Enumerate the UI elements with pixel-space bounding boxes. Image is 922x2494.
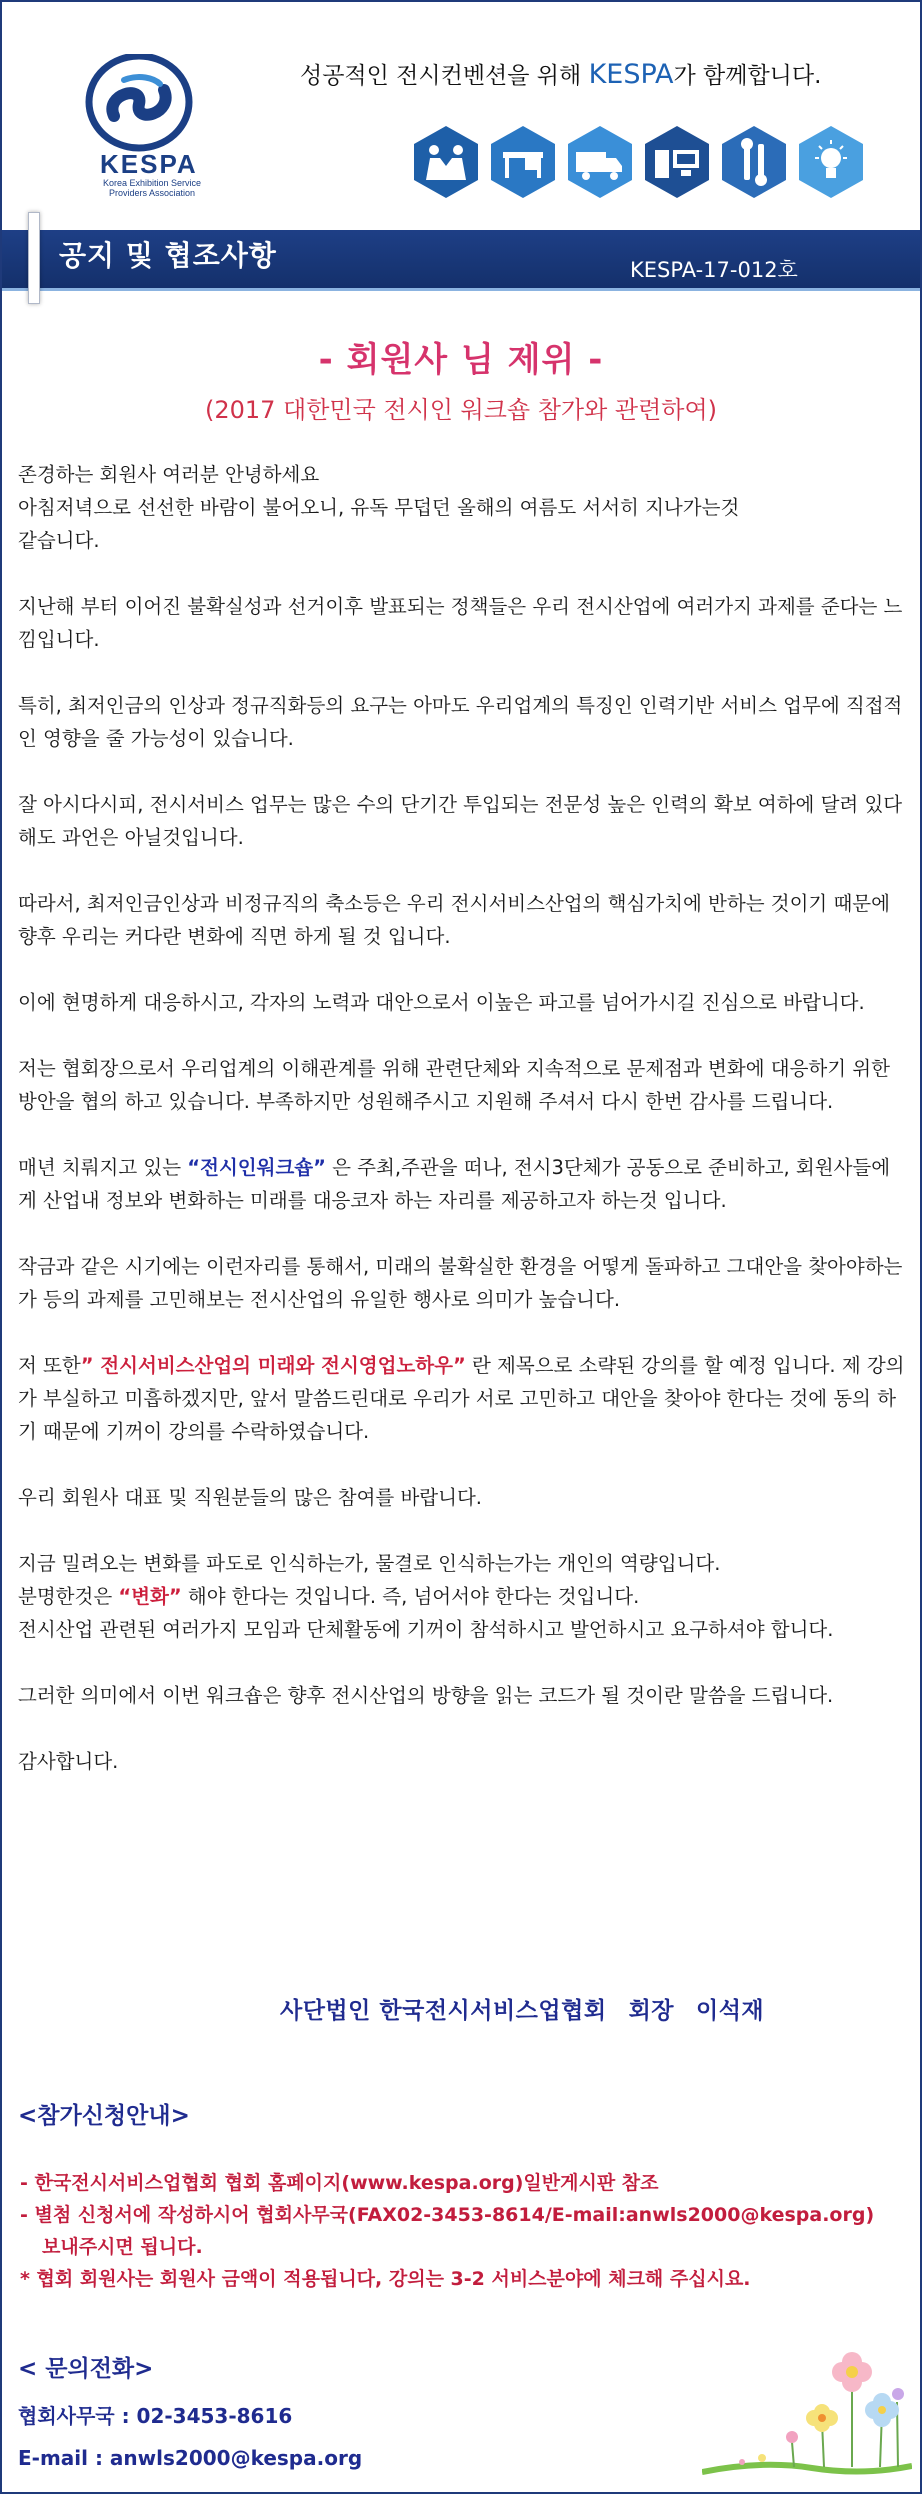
paragraph: 이에 현명하게 대응하시고, 각자의 노력과 대안으로서 이높은 파고를 넘어가시길 진심으로 바랍니다. (18, 991, 865, 1014)
paragraph-line (18, 1580, 908, 1613)
service-icons (412, 124, 872, 204)
text-segment: 저 또한 (18, 1354, 81, 1377)
paragraph: 그러한 의미에서 이번 워크숍은 향후 전시산업의 방향을 읽는 코드가 될 것이란 말씀을 드립니다. (18, 1684, 834, 1707)
paragraph: 작금과 같은 시기에는 이런자리를 통해서, 미래의 불확실한 환경을 어떻게 돌파하고 그대안을 찾아야하는가 등의 과제를 고민해보는 전시산업의 유일한 행사로 의미가 높습니다. (18, 1255, 903, 1311)
logo-subtitle: Korea Exhibition Service Providers Association (102, 178, 202, 198)
letter-title: - 회원사 님 제위 - (318, 340, 604, 380)
paragraph-lecture (18, 1349, 908, 1448)
kespa-logo (72, 54, 222, 198)
lightbulb-icon (797, 124, 865, 200)
signature (280, 1992, 764, 2025)
contact-info (18, 2395, 362, 2479)
application-item: * 협회 회원사는 회원사 금액이 적용됩니다, 강의는 3-2 서비스분야에 체크해 주십시요. (20, 2268, 751, 2290)
application-list (20, 2167, 900, 2295)
lecture-title-highlight: ” 전시서비스산업의 미래와 전시영업노하우” (80, 1354, 466, 1377)
tools-icon (720, 124, 788, 200)
tagline-pre: 성공적인 전시컨벤션을 위해 (300, 63, 589, 89)
flowers-decoration-icon (702, 2282, 912, 2482)
paragraph: 특히, 최저인금의 인상과 정규직화등의 요구는 아마도 우리업계의 특징인 인력기반 서비스 업무에 직접적인 영향을 줄 가능성이 있습니다. (18, 694, 903, 750)
greeting-line: 같습니다. (18, 529, 100, 552)
application-item: - 한국전시서비스업협회 협회 홈페이지(www.kespa.org)일반게시판 참조 (20, 2172, 659, 2194)
band-ribbon-post (28, 212, 40, 304)
band-title: 공지 및 협조사항 (59, 239, 277, 272)
logo-name: KESPA (100, 149, 198, 179)
text-segment: 해야 한다는 것입니다. 즉, 넘어서야 한다는 것입니다. (181, 1585, 640, 1608)
letter-body (18, 458, 908, 1778)
paragraph-line: 지금 밀려오는 변화를 파도로 인식하는가, 물결로 인식하는가는 개인의 역량입니다. (18, 1552, 721, 1575)
tagline-post: 가 함께합니다. (673, 63, 822, 89)
paragraph: 잘 아시다시피, 전시서비스 업무는 많은 수의 단기간 투입되는 전문성 높은 인력의 확보 여하에 달려 있다해도 과언은 아닐것입니다. (18, 793, 903, 849)
signature-org: 사단법인 한국전시서비스업협회 (280, 1998, 607, 2024)
paragraph: 지난해 부터 이어진 불확실성과 선거이후 발표되는 정책들은 우리 전시산업에 여러가지 과제를 준다는 느낌입니다. (18, 595, 903, 651)
paragraph: 따라서, 최저인금인상과 비정규직의 축소등은 우리 전시서비스산업의 핵심가치에 반하는 것이기 때문에 향후 우리는 커다란 변화에 직면 하게 될 것 입니다. (18, 892, 890, 948)
change-highlight: “변화” (118, 1585, 182, 1608)
paragraph: 저는 협회장으로서 우리업계의 이해관계를 위해 관련단체와 지속적으로 문제점과 변화에 대응하기 위한 방안을 협의 하고 있습니다. 부족하지만 성원해주시고 지원해 주셔서 다시 한번 감사를 드립니다. (18, 1057, 890, 1113)
signature-title: 회장 (628, 1998, 674, 2024)
contact-phone: 협회사무국 : 02-3453-8616 (18, 2404, 293, 2428)
tagline-brand: KESPA (588, 59, 674, 90)
paragraph-workshop (18, 1151, 908, 1217)
greeting-line: 존경하는 회원사 여러분 안녕하세요 (18, 463, 320, 486)
paragraph-line: 전시산업 관련된 여러가지 모임과 단체활동에 기꺼이 참석하시고 발언하시고 요구하셔야 합니다. (18, 1618, 834, 1641)
closing: 감사합니다. (18, 1750, 119, 1773)
text-segment: 매년 치뤄지고 있는 (18, 1156, 188, 1179)
document-code: KESPA-17-012호 (630, 258, 798, 282)
computer-icon (643, 124, 711, 200)
letter-subtitle: (2017 대한민국 전시인 워크숍 참가와 관련하여) (204, 396, 718, 424)
application-title: <참가신청안내> (18, 2103, 190, 2129)
desk-icon (489, 124, 557, 200)
application-item: - 별첨 신청서에 작성하시어 협회사무국(FAX02-3453-8614/E-mail:anwls2000@kespa.org) (20, 2204, 875, 2226)
handshake-icon (412, 124, 480, 200)
contact-title: < 문의전화> (18, 2356, 154, 2382)
truck-icon (566, 124, 634, 200)
contact-email: E-mail : anwls2000@kespa.org (18, 2446, 363, 2470)
application-item: 보내주시면 됩니다. (42, 2236, 203, 2258)
text-segment: 분명한것은 (18, 1585, 119, 1608)
kespa-logo-icon (84, 54, 194, 154)
paragraph: 우리 회원사 대표 및 직원분들의 많은 참여를 바랍니다. (18, 1486, 483, 1509)
text-segment: 란 제목으로 소략된 강의를 할 예정 입니다. 제 강의가 부실하고 미흡하겠지만, 앞서 말씀드린대로 우리가 서로 고민하고 대안을 찾아야 한다는 것에 동의 하기 때문에 기꺼이 강의를 수락하였습니다. (18, 1354, 905, 1443)
greeting-line: 아침저녁으로 선선한 바람이 불어오니, 유독 무덥던 올해의 여름도 서서히 지나가는것 (18, 496, 740, 519)
workshop-highlight: “전시인워크숍” (187, 1156, 326, 1179)
text-segment: 은 주최,주관을 떠나, 전시3단체가 공동으로 준비하고, 회원사들에게 산업내 정보와 변화하는 미래를 대응코자 하는 자리를 제공하고자 하는것 입니다. (18, 1156, 891, 1212)
signature-name: 이석재 (696, 1998, 765, 2024)
tagline (300, 57, 821, 90)
band-underline (2, 288, 920, 291)
